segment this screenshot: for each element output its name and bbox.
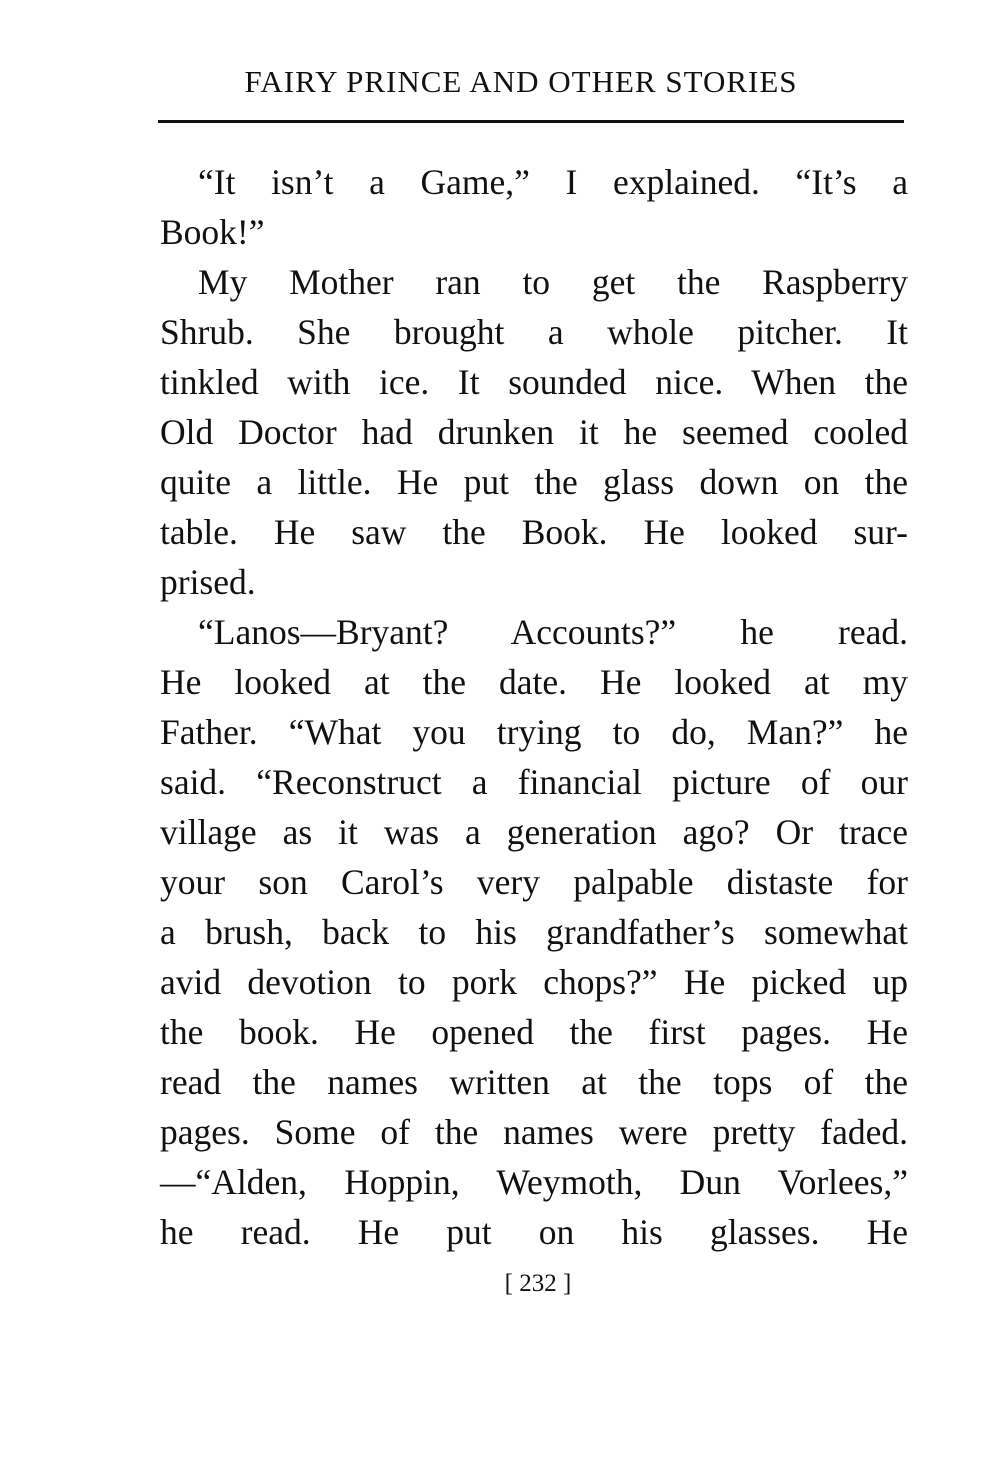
text-line: avid devotion to pork chops?” He picked up	[160, 962, 908, 1002]
text-line: read the names written at the tops of the	[160, 1062, 908, 1102]
text-line: Old Doctor had drunken it he seemed cooled	[160, 412, 908, 452]
text-line: He looked at the date. He looked at my	[160, 662, 908, 702]
running-head: FAIRY PRINCE AND OTHER STORIES	[244, 64, 798, 99]
text-line: Shrub. She brought a whole pitcher. It	[160, 312, 908, 352]
header-rule	[158, 120, 904, 123]
text-line: tinkled with ice. It sounded nice. When the	[160, 362, 908, 402]
text-line: table. He saw the Book. He looked sur-	[160, 512, 908, 552]
text-line: he read. He put on his glasses. He	[160, 1212, 908, 1252]
text-line: the book. He opened the first pages. He	[160, 1012, 908, 1052]
page-number: [ 232 ]	[504, 1270, 572, 1297]
text-line: Book!”	[160, 212, 265, 252]
text-line: My Mother ran to get the Raspberry	[198, 262, 908, 302]
text-line: prised.	[160, 562, 256, 602]
text-line: —“Alden, Hoppin, Weymoth, Dun Vorlees,”	[160, 1162, 908, 1202]
text-line: pages. Some of the names were pretty faded.	[160, 1112, 908, 1152]
text-line: said. “Reconstruct a financial picture of our	[160, 762, 908, 802]
text-line: your son Carol’s very palpable distaste for	[160, 862, 908, 902]
text-line: Father. “What you trying to do, Man?” he	[160, 712, 908, 752]
text-line: a brush, back to his grandfather’s somewhat	[160, 912, 908, 952]
text-line: “It isn’t a Game,” I explained. “It’s a	[198, 162, 908, 202]
text-line: quite a little. He put the glass down on the	[160, 462, 908, 502]
body-text	[160, 157, 908, 1257]
text-line: “Lanos—Bryant? Accounts?” he read.	[198, 612, 908, 652]
text-line: village as it was a generation ago? Or trace	[160, 812, 908, 852]
